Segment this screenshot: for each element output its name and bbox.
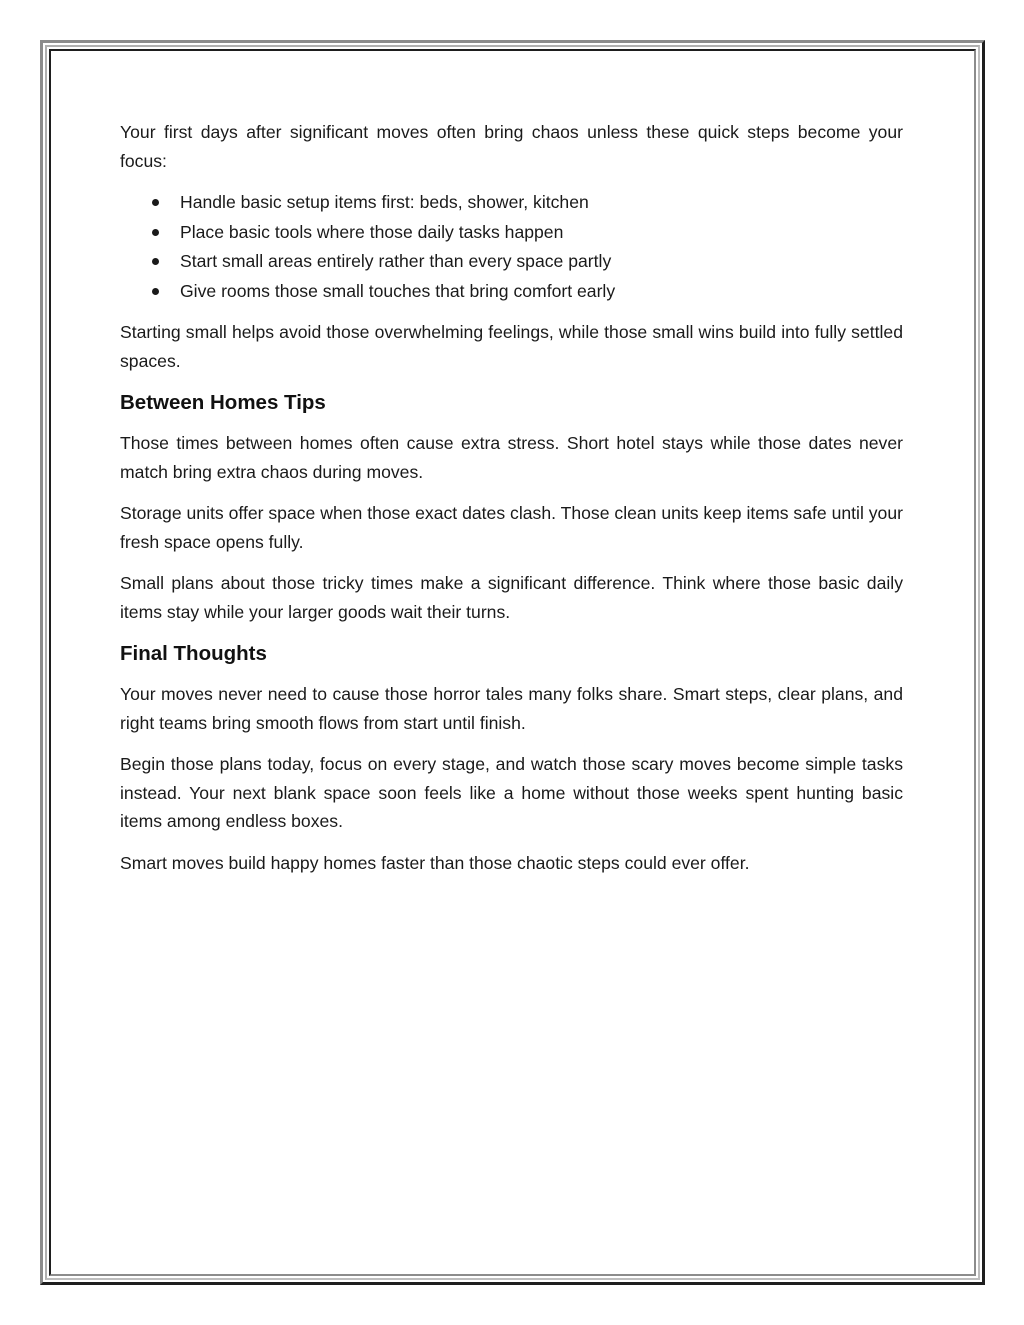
list-item: Handle basic setup items first: beds, shower, kitchen [180, 188, 903, 218]
list-item: Start small areas entirely rather than every space partly [180, 247, 903, 277]
paragraph: Those times between homes often cause extra stress. Short hotel stays while those dates never match bring extra chaos during moves. [120, 433, 903, 482]
paragraph: Your moves never need to cause those horror tales many folks share. Smart steps, clear plans, and right teams bring smooth flows from start until finish. [120, 684, 903, 733]
paragraph: Smart moves build happy homes faster than those chaotic steps could ever offer. [120, 852, 750, 873]
list-item: Give rooms those small touches that bring comfort early [180, 277, 903, 307]
section-heading-final-thoughts: Final Thoughts [120, 642, 267, 665]
section-heading-between-homes: Between Homes Tips [120, 391, 326, 414]
list-item: Place basic tools where those daily tasks happen [180, 218, 903, 248]
document-body [120, 118, 903, 890]
paragraph: Storage units offer space when those exact dates clash. Those clean units keep items safe until your fresh space opens fully. [120, 503, 903, 552]
starting-small-paragraph: Starting small helps avoid those overwhelming feelings, while those small wins build into fully settled spaces. [120, 322, 903, 371]
setup-steps-list [120, 188, 903, 306]
paragraph: Small plans about those tricky times make a significant difference. Think where those basic daily items stay while your larger goods wait their turns. [120, 573, 903, 622]
intro-paragraph: Your first days after significant moves often bring chaos unless these quick steps become your focus: [120, 122, 903, 171]
paragraph: Begin those plans today, focus on every stage, and watch those scary moves become simple tasks instead. Your next blank space soon feels like a home without those weeks spent hunting basic items among endless boxes. [120, 754, 903, 831]
